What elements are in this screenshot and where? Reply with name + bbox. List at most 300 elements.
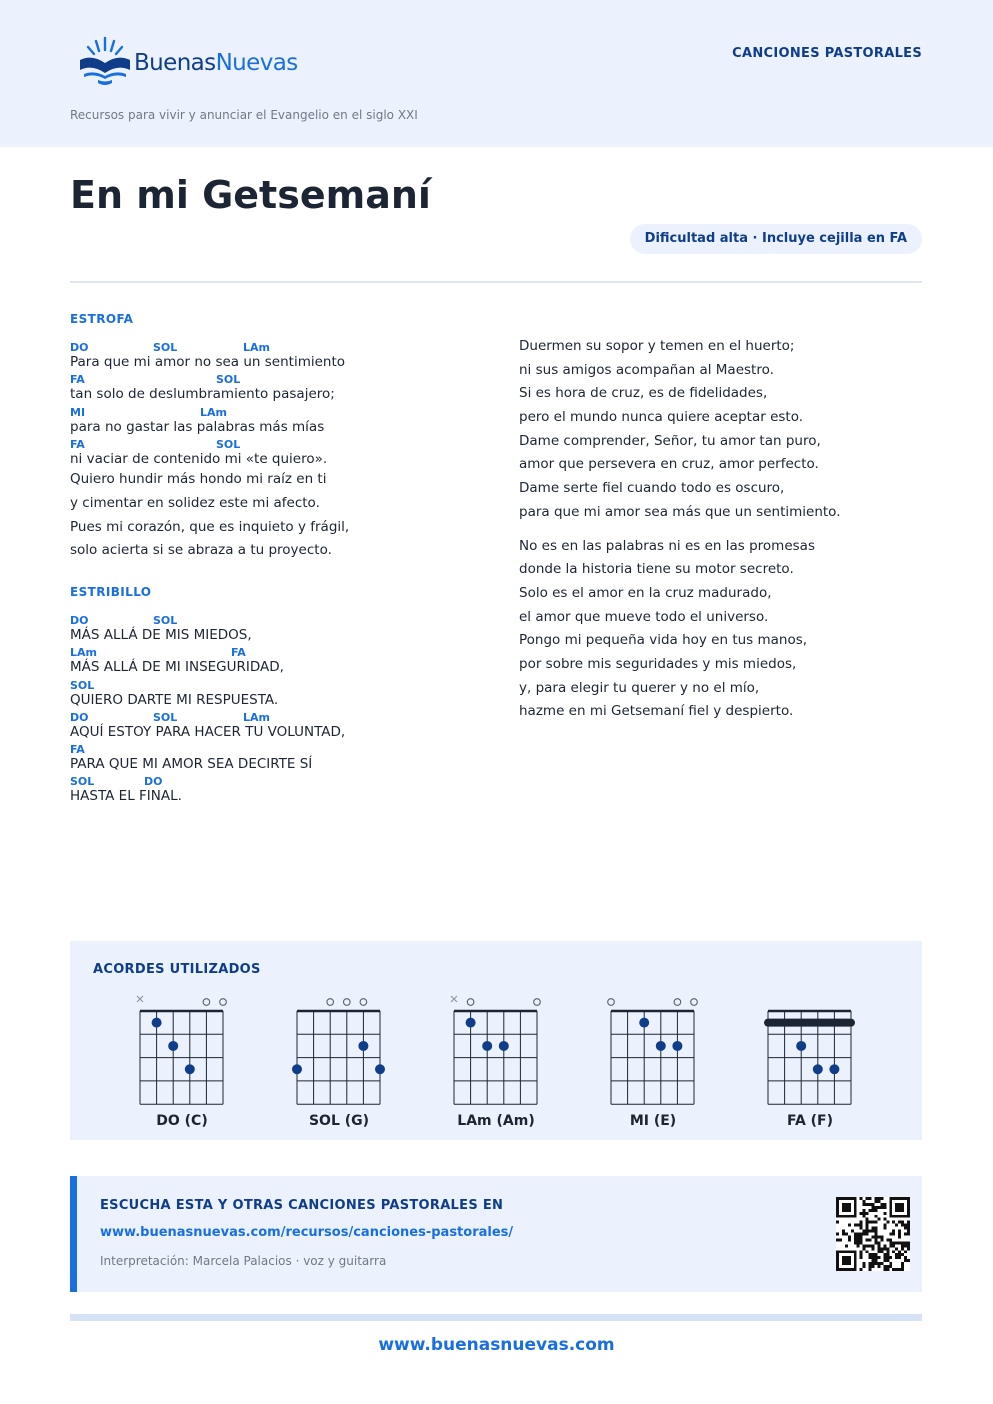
qr-module — [869, 1197, 872, 1200]
qr-module — [901, 1221, 904, 1224]
qr-module — [860, 1253, 863, 1256]
qr-module — [889, 1241, 892, 1244]
qr-module — [874, 1256, 877, 1259]
qr-module — [854, 1241, 857, 1244]
qr-module — [895, 1256, 898, 1259]
lyric-line: y cimentar en solidez este mi afecto. — [70, 494, 320, 511]
finger-dot — [639, 1018, 649, 1028]
chord-name-fa: FA (F) — [786, 1113, 834, 1129]
chord-label: DO — [70, 710, 89, 724]
qr-module — [907, 1247, 910, 1250]
chord-label: SOL — [216, 373, 241, 387]
lyric-line: Dame comprender, Señor, tu amor tan puro, — [519, 432, 821, 449]
qr-module — [886, 1265, 889, 1268]
qr-module — [860, 1224, 863, 1227]
qr-module — [860, 1235, 863, 1238]
chord-lyric-line — [70, 373, 500, 405]
qr-module — [904, 1259, 907, 1262]
qr-module — [883, 1203, 886, 1206]
qr-module — [842, 1203, 851, 1212]
qr-module — [857, 1244, 860, 1247]
qr-module — [851, 1230, 854, 1233]
qr-module — [901, 1268, 904, 1271]
lyric-text: Para que mi amor no sea un sentimiento — [70, 354, 346, 370]
qr-module — [883, 1265, 886, 1268]
qr-module — [866, 1218, 869, 1221]
chord-lyric-line — [70, 679, 500, 711]
chord-diagram-svg — [446, 991, 546, 1111]
qr-module — [863, 1265, 866, 1268]
qr-module — [895, 1224, 898, 1227]
qr-module — [866, 1244, 869, 1247]
chord-label: SOL — [70, 775, 95, 789]
listen-panel — [70, 1176, 922, 1292]
qr-module — [860, 1227, 863, 1230]
open-string-marker — [220, 999, 227, 1006]
lyric-text: AQUÍ ESTOY PARA HACER TU VOLUNTAD, — [70, 723, 346, 740]
qr-module — [898, 1230, 901, 1233]
finger-dot — [292, 1064, 302, 1074]
muted-string-marker — [451, 996, 457, 1002]
lyric-text: MÁS ALLÁ DE MI INSEGURIDAD, — [70, 659, 284, 676]
qr-module — [842, 1233, 845, 1236]
qr-module — [877, 1206, 880, 1209]
open-string-marker — [534, 999, 541, 1006]
qr-module — [872, 1259, 875, 1262]
qr-module — [904, 1224, 907, 1227]
qr-module — [836, 1238, 839, 1241]
qr-module — [854, 1238, 857, 1241]
chord-name-mi: MI (E) — [629, 1113, 677, 1129]
finger-dot — [813, 1064, 823, 1074]
title-divider — [70, 281, 922, 283]
qr-module — [860, 1233, 863, 1236]
chord-label: SOL — [153, 710, 178, 724]
qr-module — [874, 1253, 877, 1256]
lyric-text: PARA QUE MI AMOR SEA DECIRTE SÍ — [70, 756, 313, 773]
qr-module — [898, 1253, 901, 1256]
qr-module — [889, 1238, 892, 1241]
qr-module — [883, 1256, 886, 1259]
listen-link[interactable]: www.buenasnuevas.com/recursos/canciones-pastorales/ — [100, 1225, 514, 1240]
qr-module — [869, 1238, 872, 1241]
qr-module — [889, 1233, 892, 1236]
qr-module — [845, 1244, 848, 1247]
qr-module — [874, 1215, 877, 1218]
footer-link[interactable]: www.buenasnuevas.com — [378, 1335, 615, 1355]
chord-lyric-line — [70, 711, 500, 743]
qr-module — [877, 1265, 880, 1268]
lyric-line: Si es hora de cruz, es de fidelidades, — [519, 385, 768, 402]
qr-module — [869, 1262, 872, 1265]
lyric-line: Quiero hundir más hondo mi raíz en ti — [70, 471, 327, 488]
qr-module — [883, 1206, 886, 1209]
chord-name-lam: LAm (Am) — [457, 1113, 535, 1129]
category-label: CANCIONES PASTORALES — [732, 46, 922, 61]
open-string-marker — [327, 999, 334, 1006]
chord-label: LAm — [243, 341, 270, 354]
qr-module — [874, 1238, 877, 1241]
qr-module — [874, 1230, 877, 1233]
qr-module — [901, 1253, 904, 1256]
qr-module — [866, 1224, 869, 1227]
qr-module — [883, 1247, 886, 1250]
chord-lyric-line — [70, 743, 500, 775]
chord-label: DO — [70, 341, 89, 354]
chord-lyric-line — [70, 646, 500, 678]
chord-diagram-svg — [132, 991, 232, 1111]
qr-module — [872, 1206, 875, 1209]
song-title: En mi Getsemaní — [70, 173, 431, 217]
tagline: Recursos para vivir y anunciar el Evangelio en el siglo XXI — [70, 108, 418, 122]
qr-module — [904, 1256, 907, 1259]
qr-module — [892, 1230, 895, 1233]
qr-module — [869, 1230, 872, 1233]
chord-label: MI — [70, 405, 86, 419]
chord-diagram-svg — [760, 991, 860, 1111]
qr-module — [860, 1241, 863, 1244]
chord-label: FA — [231, 646, 246, 660]
lyric-line: el amor que mueve todo el universo. — [519, 608, 769, 625]
qr-module — [901, 1224, 904, 1227]
qr-module — [857, 1233, 860, 1236]
qr-module — [907, 1227, 910, 1230]
qr-module — [874, 1233, 877, 1236]
finger-dot — [482, 1041, 492, 1051]
qr-module — [898, 1235, 901, 1238]
qr-module — [901, 1265, 904, 1268]
qr-module — [895, 1268, 898, 1271]
qr-code-graphic — [836, 1197, 910, 1271]
qr-module — [863, 1247, 866, 1250]
qr-module — [863, 1209, 866, 1212]
qr-module — [901, 1247, 904, 1250]
qr-module — [874, 1221, 877, 1224]
qr-module — [872, 1265, 875, 1268]
qr-module — [883, 1224, 886, 1227]
brand-name-part2: Nuevas — [215, 50, 298, 76]
lyric-text: ni vaciar de contenido mi «te quiero». — [70, 450, 328, 467]
chord-label: DO — [70, 613, 89, 627]
qr-module — [874, 1235, 877, 1238]
chord-diagram-svg — [289, 991, 389, 1111]
qr-module — [860, 1250, 863, 1253]
qr-code-icon[interactable] — [836, 1197, 910, 1271]
qr-module — [866, 1233, 869, 1236]
qr-module — [860, 1256, 863, 1259]
qr-module — [883, 1253, 886, 1256]
section-label-estribillo: ESTRIBILLO — [70, 584, 152, 599]
qr-module — [860, 1212, 863, 1215]
qr-module — [869, 1265, 872, 1268]
chords-used-panel — [70, 941, 922, 1140]
qr-module — [877, 1241, 880, 1244]
qr-module — [898, 1250, 901, 1253]
qr-module — [886, 1253, 889, 1256]
finger-dot — [358, 1041, 368, 1051]
qr-module — [883, 1244, 886, 1247]
qr-module — [836, 1233, 839, 1236]
qr-module — [880, 1238, 883, 1241]
lyric-text: para no gastar las palabras más mías — [70, 418, 325, 435]
qr-module — [877, 1200, 880, 1203]
lyric-line: por sobre mis seguridades y mis miedos, — [519, 655, 797, 672]
qr-module — [860, 1221, 863, 1224]
lyric-line: para que mi amor sea más que un sentimiento. — [519, 503, 841, 520]
qr-module — [874, 1200, 877, 1203]
finger-dot — [499, 1041, 509, 1051]
qr-module — [857, 1224, 860, 1227]
chord-diagram-svg — [603, 991, 703, 1111]
chord-label: SOL — [153, 341, 178, 354]
qr-module — [860, 1197, 863, 1200]
qr-module — [880, 1203, 883, 1206]
qr-module — [874, 1206, 877, 1209]
chords-panel-title: ACORDES UTILIZADOS — [93, 962, 261, 977]
lyric-text: HASTA EL FINAL. — [70, 788, 182, 805]
qr-module — [880, 1197, 883, 1200]
lyric-line: Pues mi corazón, que es inquieto y frágil, — [70, 518, 350, 535]
qr-module — [904, 1227, 907, 1230]
finger-dot — [185, 1064, 195, 1074]
qr-module — [907, 1244, 910, 1247]
chord-label: FA — [70, 743, 85, 757]
brand-name-part1: Buenas — [134, 50, 216, 76]
chord-lyric-line — [70, 341, 500, 373]
qr-module — [886, 1268, 889, 1271]
qr-module — [863, 1262, 866, 1265]
qr-module — [889, 1262, 892, 1265]
lyric-line: solo acierta si se abraza a tu proyecto. — [70, 542, 332, 559]
qr-module — [866, 1250, 869, 1253]
qr-module — [857, 1241, 860, 1244]
chord-label: FA — [70, 373, 85, 387]
chord-lyric-line — [70, 614, 500, 646]
qr-module — [880, 1247, 883, 1250]
qr-module — [842, 1230, 845, 1233]
qr-module — [874, 1262, 877, 1265]
qr-module — [883, 1259, 886, 1262]
qr-module — [877, 1235, 880, 1238]
brand-name — [134, 50, 298, 76]
lyric-text: MÁS ALLÁ DE MIS MIEDOS, — [70, 626, 252, 643]
qr-module — [857, 1235, 860, 1238]
qr-module — [889, 1265, 892, 1268]
finger-dot — [168, 1041, 178, 1051]
qr-module — [877, 1218, 880, 1221]
chord-label: SOL — [216, 437, 241, 451]
qr-module — [872, 1235, 875, 1238]
qr-module — [860, 1268, 863, 1271]
qr-module — [892, 1241, 895, 1244]
listen-title: ESCUCHA ESTA Y OTRAS CANCIONES PASTORALES EN — [100, 1198, 504, 1213]
qr-module — [848, 1235, 851, 1238]
open-string-marker — [203, 999, 210, 1006]
lyrics-left-column — [70, 311, 500, 808]
qr-module — [866, 1197, 869, 1200]
qr-module — [883, 1227, 886, 1230]
finger-dot — [152, 1018, 162, 1028]
qr-module — [872, 1221, 875, 1224]
qr-module — [877, 1262, 880, 1265]
qr-module — [880, 1235, 883, 1238]
footer-divider — [70, 1314, 922, 1321]
lyric-line: Pongo mi pequeña vida hoy en tus manos, — [519, 632, 808, 649]
qr-module — [907, 1221, 910, 1224]
qr-module — [886, 1250, 889, 1253]
qr-module — [883, 1212, 886, 1215]
qr-module — [869, 1253, 872, 1256]
qr-module — [848, 1238, 851, 1241]
qr-module — [877, 1197, 880, 1200]
qr-module — [854, 1235, 857, 1238]
chord-lyric-line — [70, 438, 500, 470]
qr-module — [901, 1241, 904, 1244]
qr-module — [869, 1256, 872, 1259]
qr-module — [889, 1256, 892, 1259]
qr-module — [880, 1250, 883, 1253]
lyrics-right-column — [519, 337, 922, 726]
lyric-text: QUIERO DARTE MI RESPUESTA. — [70, 691, 279, 708]
qr-module — [842, 1256, 851, 1265]
qr-module — [904, 1241, 907, 1244]
qr-module — [874, 1197, 877, 1200]
chord-lyric-line — [70, 775, 500, 807]
qr-module — [863, 1244, 866, 1247]
qr-module — [892, 1233, 895, 1236]
qr-module — [889, 1244, 892, 1247]
qr-module — [863, 1230, 866, 1233]
qr-module — [883, 1268, 886, 1271]
finger-dot — [672, 1041, 682, 1051]
qr-module — [839, 1238, 842, 1241]
qr-module — [895, 1247, 898, 1250]
chord-label: LAm — [70, 646, 97, 660]
qr-module — [866, 1212, 869, 1215]
open-string-marker — [467, 999, 474, 1006]
qr-module — [886, 1221, 889, 1224]
lyric-line: amor que persevera en cruz, amor perfecto. — [519, 456, 819, 473]
qr-module — [872, 1203, 875, 1206]
qr-module — [880, 1262, 883, 1265]
open-string-marker — [360, 999, 367, 1006]
lyric-line: donde la historia tiene su motor secreto. — [519, 561, 794, 578]
lyric-line: pero el mundo nunca quiere aceptar esto. — [519, 409, 804, 426]
brand-logo[interactable] — [76, 36, 306, 96]
lyric-line: Solo es el amor en la cruz madurado, — [519, 584, 772, 601]
qr-module — [877, 1250, 880, 1253]
lyric-line: Dame serte fiel cuando todo es oscuro, — [519, 480, 785, 497]
finger-dot — [796, 1041, 806, 1051]
chord-name-do: DO (C) — [156, 1113, 208, 1129]
qr-module — [895, 1241, 898, 1244]
qr-module — [869, 1209, 872, 1212]
qr-module — [863, 1233, 866, 1236]
qr-module — [880, 1206, 883, 1209]
qr-module — [898, 1256, 901, 1259]
lyric-line: y, para elegir tu querer y no el mío, — [519, 679, 760, 696]
qr-module — [854, 1233, 857, 1236]
qr-module — [886, 1256, 889, 1259]
open-string-marker — [674, 999, 681, 1006]
open-book-sunrise-icon — [76, 36, 134, 92]
qr-module — [874, 1209, 877, 1212]
qr-module — [836, 1221, 839, 1224]
qr-module — [892, 1221, 895, 1224]
qr-module — [877, 1244, 880, 1247]
finger-dot — [829, 1064, 839, 1074]
section-label-estrofa: ESTROFA — [70, 312, 134, 326]
qr-module — [866, 1221, 869, 1224]
finger-dot — [375, 1064, 385, 1074]
chord-label: LAm — [243, 710, 270, 724]
qr-module — [869, 1268, 872, 1271]
qr-module — [907, 1241, 910, 1244]
qr-module — [901, 1244, 904, 1247]
qr-module — [866, 1230, 869, 1233]
qr-module — [904, 1250, 907, 1253]
lyric-line: Duermen su sopor y temen en el huerto; — [519, 338, 795, 354]
qr-module — [877, 1247, 880, 1250]
qr-module — [869, 1203, 872, 1206]
qr-module — [874, 1227, 877, 1230]
performer-credit: Interpretación: Marcela Palacios · voz y guitarra — [100, 1254, 387, 1268]
qr-module — [860, 1238, 863, 1241]
qr-module — [874, 1241, 877, 1244]
qr-module — [874, 1259, 877, 1262]
qr-module — [857, 1238, 860, 1241]
qr-module — [892, 1244, 895, 1247]
lyric-line: hazme en mi Getsemaní fiel y despierto. — [519, 703, 794, 720]
qr-module — [895, 1203, 904, 1212]
qr-module — [895, 1253, 898, 1256]
chord-label: FA — [70, 437, 85, 451]
chord-lyric-line — [70, 406, 500, 438]
qr-module — [886, 1259, 889, 1262]
qr-module — [863, 1212, 866, 1215]
qr-module — [863, 1215, 866, 1218]
lyric-line: ni sus amigos acompañan al Maestro. — [519, 361, 774, 378]
qr-module — [898, 1233, 901, 1236]
qr-module — [907, 1224, 910, 1227]
qr-module — [907, 1230, 910, 1233]
qr-module — [877, 1256, 880, 1259]
page-header — [0, 0, 993, 147]
qr-module — [872, 1247, 875, 1250]
qr-module — [892, 1268, 895, 1271]
qr-module — [854, 1224, 857, 1227]
muted-string-marker — [137, 996, 143, 1002]
qr-module — [898, 1221, 901, 1224]
qr-module — [863, 1203, 866, 1206]
chord-label: SOL — [153, 613, 178, 627]
qr-module — [883, 1218, 886, 1221]
qr-module — [872, 1230, 875, 1233]
qr-module — [898, 1241, 901, 1244]
qr-module — [872, 1262, 875, 1265]
qr-module — [872, 1253, 875, 1256]
chord-name-sol: SOL (G) — [308, 1113, 370, 1129]
finger-dot — [656, 1041, 666, 1051]
qr-module — [886, 1247, 889, 1250]
qr-module — [866, 1203, 869, 1206]
difficulty-badge: Dificultad alta · Incluye cejilla en FA — [630, 224, 922, 254]
qr-module — [872, 1209, 875, 1212]
qr-module — [898, 1268, 901, 1271]
qr-module — [872, 1256, 875, 1259]
lyric-text: tan solo de deslumbramiento pasajero; — [70, 386, 335, 403]
qr-module — [848, 1224, 851, 1227]
